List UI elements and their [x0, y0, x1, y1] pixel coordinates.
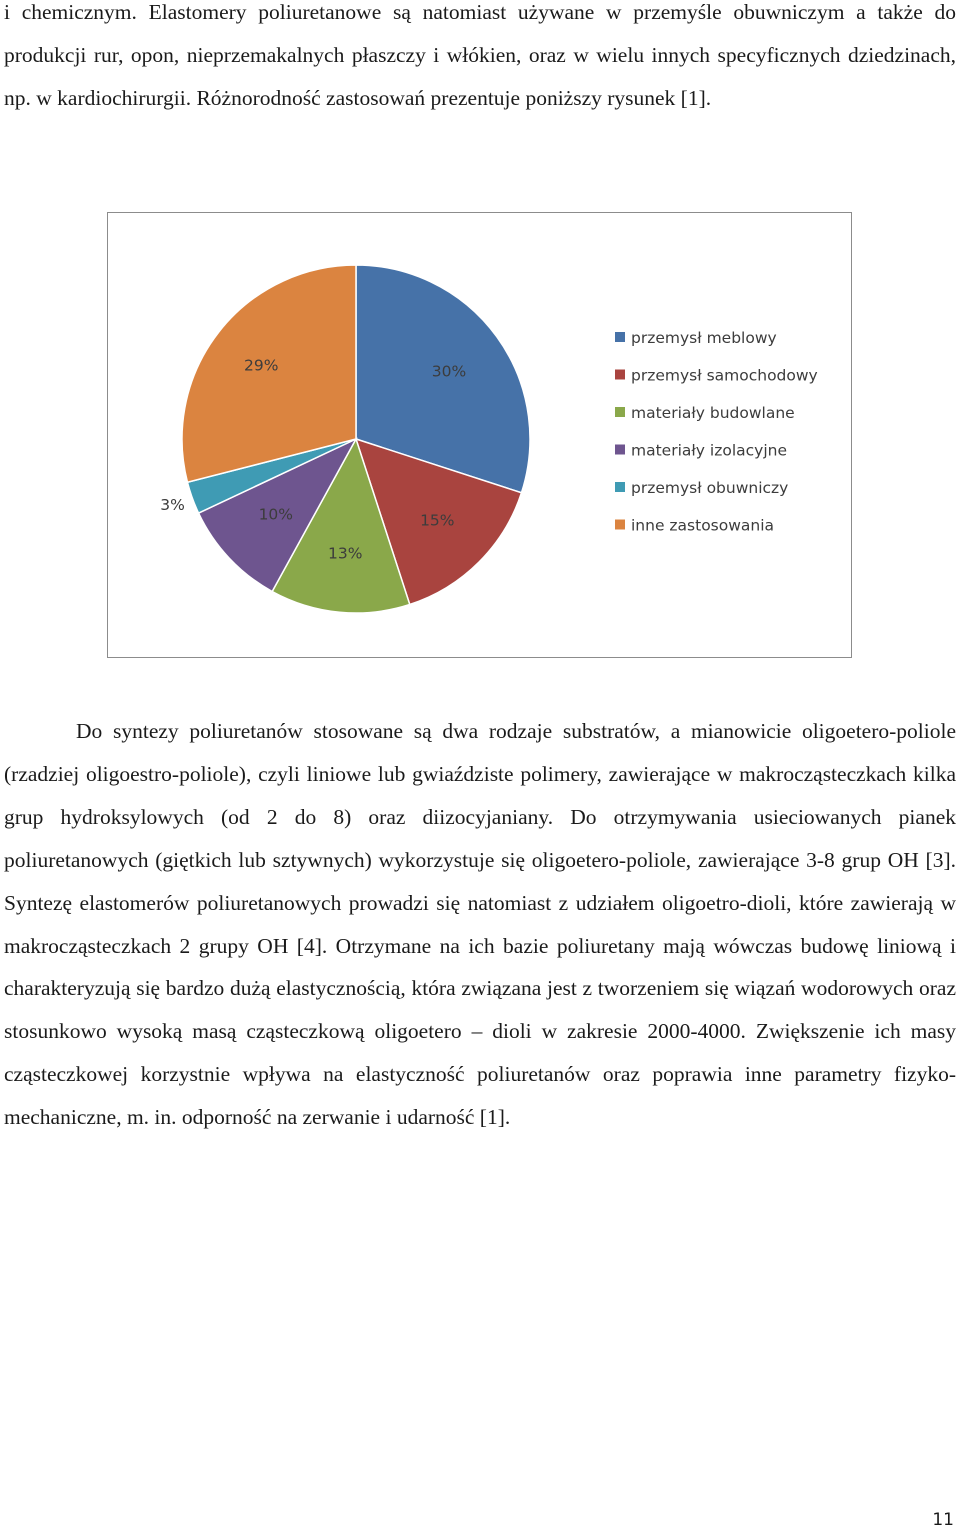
legend-swatch: [615, 445, 625, 455]
legend-swatch: [615, 407, 625, 417]
legend-label: przemysł meblowy: [631, 329, 777, 347]
pie-slice-label: 3%: [160, 496, 185, 515]
page-number: 11: [932, 1510, 954, 1530]
legend-label: przemysł samochodowy: [631, 366, 818, 385]
synthesis-paragraph: Do syntezy poliuretanów stosowane są dwa rodzaje substratów, a mianowicie oligoetero-poliole (rzadziej oligoestro-poliole), czyli liniowe lub gwiaździste polimery, zawierające w makrocząsteczkach kilka grup hydroksylowych (od 2 do 8) oraz diizocyjaniany. Do otrzymywania usieciowanych pianek poliuretanowych (giętkich lub sztywnych) wykorzystuje się oligoetero-poliole, zawierające 3-8 grup OH [3]. Syntezę elastomerów poliuretanowych prowadzi się natomiast z udziałem oligoetro-dioli, które zawierają w makrocząsteczkach 2 grupy OH [4]. Otrzymane na ich bazie poliuretany mają wówczas budowę liniową i charakteryzują się bardzo dużą elastycznością, która związana jest z tworzeniem się wiązań wodorowych oraz stosunkowo wysoką masą cząsteczkową oligoetero – dioli w zakresie 2000-4000. Zwiększenie ich masy cząsteczkowej korzystnie wpływa na elastyczność poliuretanów oraz poprawia inne parametry fizyko-mechaniczne, m. in. odporność na zerwanie i udarność [1].: [4, 719, 956, 1130]
legend-label: materiały budowlane: [631, 404, 795, 422]
pie-slice-label: 10%: [258, 505, 294, 524]
intro-paragraph: i chemicznym. Elastomery poliuretanowe są natomiast używane w przemyśle obuwniczym a także do produkcji rur, opon, nieprzemakalnych płaszczy i włókien, oraz w wielu innych specyficznych dziedzinach, np. w kardiochirurgii. Różnorodność zastosowań prezentuje poniższy rysunek [1].: [4, 0, 956, 110]
pie-slice-label: 13%: [327, 544, 363, 563]
pie-slice-label: 15%: [420, 511, 455, 530]
pie-chart: [107, 212, 852, 658]
chart-legend: [615, 329, 818, 535]
legend-swatch: [615, 332, 625, 342]
pie-chart-canvas: [108, 213, 853, 659]
legend-swatch: [615, 370, 625, 380]
pie-slice-label: 30%: [431, 362, 467, 381]
legend-swatch: [615, 482, 625, 492]
legend-label: inne zastosowania: [631, 516, 775, 535]
legend-label: przemysł obuwniczy: [631, 479, 789, 497]
legend-label: materiały izolacyjne: [631, 441, 787, 460]
legend-swatch: [615, 520, 625, 530]
pie-slice-label: 29%: [243, 356, 279, 375]
